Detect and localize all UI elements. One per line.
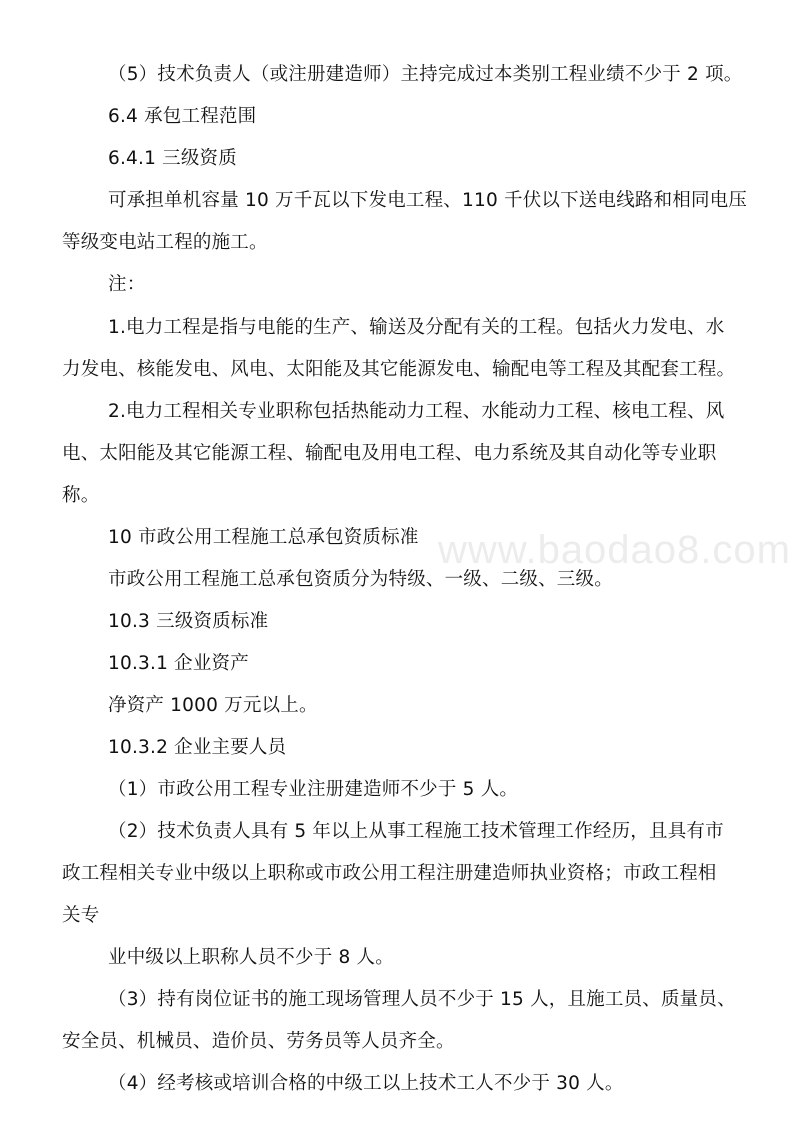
text-line-9: 2.电力工程相关专业职称包括热能动力工程、水能动力工程、核电工程、风 (108, 401, 725, 422)
watermark-text: www.baodao8.com (438, 528, 791, 572)
section-heading-10: 10 市政公用工程施工总承包资质标准 (108, 527, 419, 548)
text-line-16: 净资产 1000 万元以上。 (108, 695, 318, 716)
text-line-21: 关专 (62, 905, 100, 926)
text-line-7: 1.电力工程是指与电能的生产、输送及分配有关的工程。包括火力发电、水 (108, 317, 725, 338)
subsection-heading-6-4-1: 6.4.1 三级资质 (108, 148, 237, 169)
subsection-heading-10-3-1: 10.3.1 企业资产 (108, 653, 249, 674)
text-line-24: 安全员、机械员、造价员、劳务员等人员齐全。 (62, 1031, 455, 1052)
text-line-8: 力发电、核能发电、风电、太阳能及其它能源发电、输配电等工程及其配套工程。 (62, 359, 736, 380)
text-line-23: （3）持有岗位证书的施工现场管理人员不少于 15 人，且施工员、质量员、 (108, 989, 736, 1010)
text-line-13: 市政公用工程施工总承包资质分为特级、一级、二级、三级。 (108, 569, 613, 590)
subsection-heading-10-3-2: 10.3.2 企业主要人员 (108, 737, 287, 758)
section-heading-6-4: 6.4 承包工程范围 (108, 106, 257, 127)
text-line-10: 电、太阳能及其它能源工程、输配电及用电工程、电力系统及其自动化等专业职 (62, 443, 717, 464)
text-line-18: （1）市政公用工程专业注册建造师不少于 5 人。 (108, 779, 519, 800)
text-line-4: 可承担单机容量 10 万千瓦以下发电工程、110 千伏以下送电线路和相同电压 (108, 190, 748, 211)
text-line-22: 业中级以上职称人员不少于 8 人。 (108, 947, 394, 968)
text-line-1: （5）技术负责人（或注册建造师）主持完成过本类别工程业绩不少于 2 项。 (108, 64, 743, 85)
text-line-11: 称。 (62, 485, 100, 506)
section-heading-10-3: 10.3 三级资质标准 (108, 611, 269, 632)
text-line-19: （2）技术负责人具有 5 年以上从事工程施工技术管理工作经历，且具有市 (108, 821, 724, 842)
text-line-20: 政工程相关专业中级以上职称或市政公用工程注册建造师执业资格；市政工程相 (62, 863, 717, 884)
text-line-5: 等级变电站工程的施工。 (62, 232, 268, 253)
text-line-25: （4）经考核或培训合格的中级工以上技术工人不少于 30 人。 (108, 1073, 624, 1094)
note-label: 注： (108, 274, 146, 295)
